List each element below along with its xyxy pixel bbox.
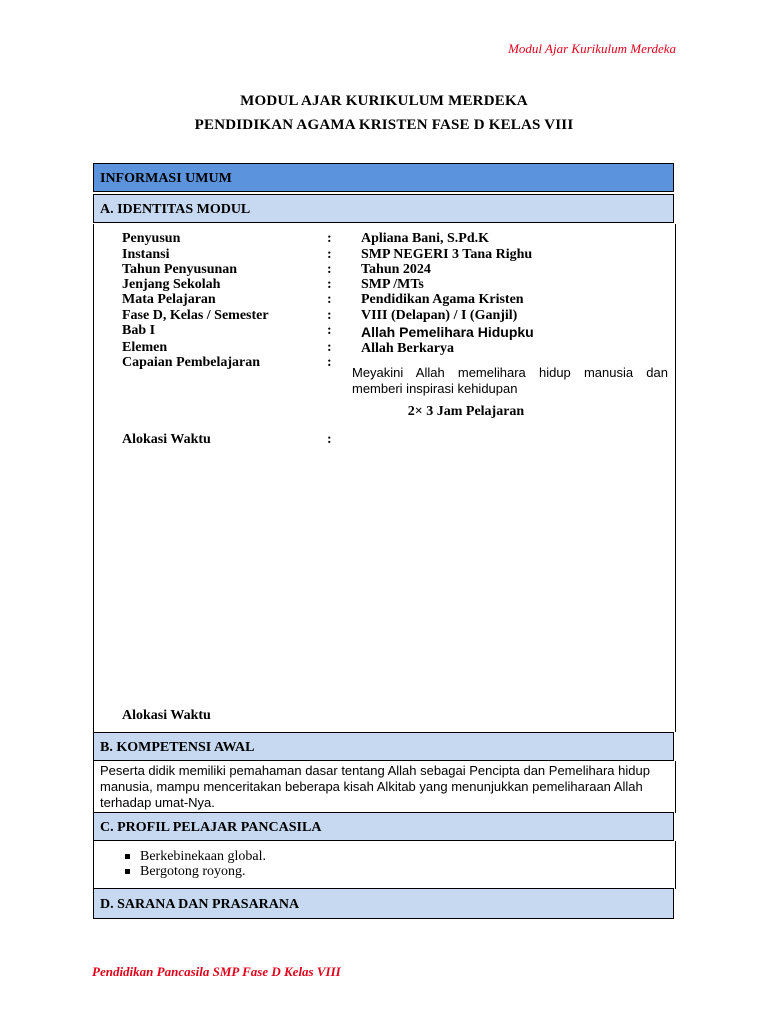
identity-colon: : (327, 292, 332, 307)
identity-colon: : (327, 277, 332, 292)
header-note: Modul Ajar Kurikulum Merdeka (508, 41, 676, 56)
identity-colon: : (327, 355, 332, 370)
section-informasi-umum: INFORMASI UMUM (93, 163, 674, 192)
identity-value-elemen: Allah Berkarya (361, 341, 454, 356)
list-item (122, 849, 266, 864)
identity-value-mapel: Pendidikan Agama Kristen (361, 292, 524, 307)
list-item-text: Berkebinekaan global. (140, 849, 266, 864)
profil-list (122, 849, 266, 879)
identity-value-penyusun: Apliana Bani, S.Pd.K (361, 231, 489, 246)
document-title: MODUL AJAR KURIKULUM MERDEKA (240, 93, 528, 109)
identity-label-penyusun: Penyusun (122, 231, 181, 246)
alokasi-waktu-label-repeat: Alokasi Waktu (122, 708, 211, 723)
identity-label-elemen: Elemen (122, 340, 168, 355)
identity-label-bab: Bab I (122, 323, 156, 338)
section-identitas-modul: A. IDENTITAS MODUL (93, 194, 674, 223)
kompetensi-text: Peserta didik memiliki pemahaman dasar tentang Allah sebagai Pencipta dan Pemelihara hidup manusia, mampu menceritakan beberapa kisah Alkitab yang menunjukkan pemeliharaan Allah terhadap umat-Nya. (100, 763, 650, 810)
identity-label-capaian: Capaian Pembelajaran (122, 355, 261, 370)
identity-label-fase: Fase D, Kelas / Semester (122, 308, 269, 323)
bullet-icon (125, 869, 130, 874)
identity-value-fase: VIII (Delapan) / I (Ganjil) (361, 308, 518, 323)
identity-value-instansi: SMP NEGERI 3 Tana Righu (361, 247, 533, 262)
list-item-text: Bergotong royong. (140, 864, 246, 879)
identity-colon: : (327, 247, 332, 262)
identity-value-jenjang: SMP /MTs (361, 277, 424, 292)
section-sarana-prasarana: D. SARANA DAN PRASARANA (93, 888, 674, 919)
identity-value-bab: Allah Pemelihara Hidupku (361, 324, 534, 340)
document-subtitle: PENDIDIKAN AGAMA KRISTEN FASE D KELAS VIII (194, 117, 574, 133)
identity-colon: : (327, 231, 332, 246)
identity-label-tahun: Tahun Penyusunan (122, 262, 238, 277)
identity-label-jenjang: Jenjang Sekolah (122, 277, 221, 292)
jam-pelajaran: 2× 3 Jam Pelajaran (407, 404, 525, 419)
identity-colon: : (327, 432, 332, 447)
footer-note: Pendidikan Pancasila SMP Fase D Kelas VIII (92, 964, 341, 979)
list-item (122, 864, 266, 879)
section-profil-pelajar: C. PROFIL PELAJAR PANCASILA (93, 812, 674, 841)
section-kompetensi-awal: B. KOMPETENSI AWAL (93, 732, 674, 761)
identity-value-tahun: Tahun 2024 (361, 262, 431, 277)
identity-label-instansi: Instansi (122, 247, 170, 262)
identity-label-mapel: Mata Pelajaran (122, 292, 216, 307)
identity-colon: : (327, 308, 332, 323)
alokasi-waktu-label: Alokasi Waktu (122, 432, 211, 447)
identity-colon: : (327, 323, 332, 338)
identity-colon: : (327, 340, 332, 355)
capaian-text: Meyakini Allah memelihara hidup manusia dan memberi inspirasi kehidupan (352, 365, 668, 396)
bullet-icon (125, 854, 130, 859)
identity-colon: : (327, 262, 332, 277)
